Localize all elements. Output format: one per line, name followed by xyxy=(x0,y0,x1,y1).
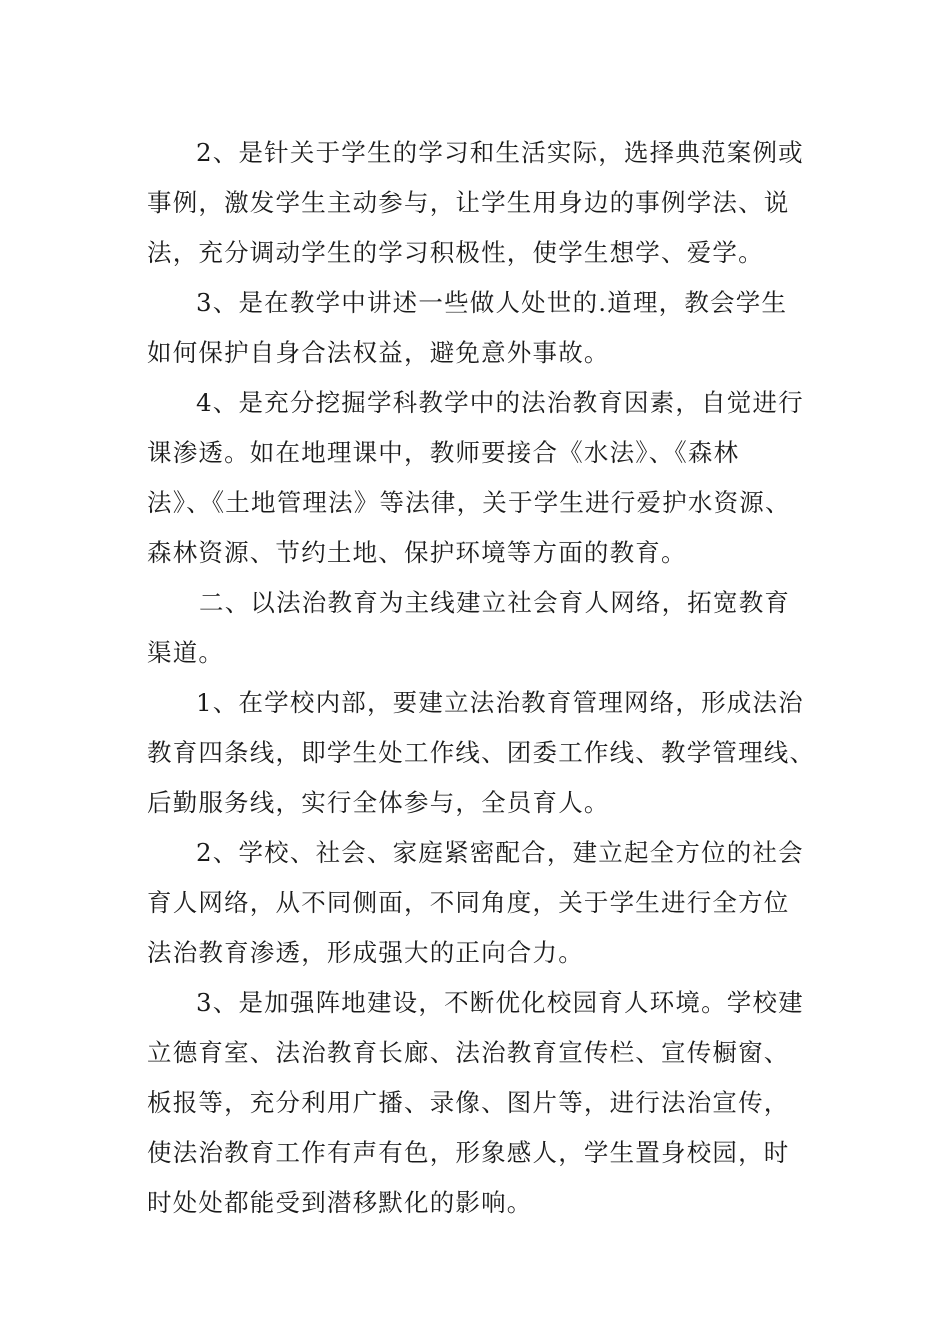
text-line: 课渗透。如在地理课中，教师要接合《水法》、《森林 xyxy=(147,438,740,467)
text-line: 时处处都能受到潜移默化的影响。 xyxy=(147,1188,533,1217)
text-line: 4、是充分挖掘学科教学中的法治教育因素，自觉进行 xyxy=(196,388,804,417)
text-line: 立德育室、法治教育长廊、法治教育宣传栏、宣传橱窗、 xyxy=(147,1038,790,1067)
heading-line: 二、以法治教育为主线建立社会育人网络，拓宽教育 xyxy=(199,588,791,617)
paragraph-item-3 xyxy=(147,278,802,378)
text-line: 板报等，充分利用广播、录像、图片等，进行法治宣传， xyxy=(147,1088,790,1117)
text-line: 1、在学校内部，要建立法治教育管理网络，形成法治 xyxy=(196,688,804,717)
text-line: 教育四条线，即学生处工作线、团委工作线、教学管理线、 xyxy=(147,738,816,767)
paragraph-item-2 xyxy=(147,128,802,278)
paragraph-item-4 xyxy=(147,378,802,578)
text-line: 如何保护自身合法权益，避免意外事故。 xyxy=(147,338,610,367)
document-body xyxy=(147,128,816,1228)
text-line: 法治教育渗透，形成强大的正向合力。 xyxy=(147,938,584,967)
paragraph-section-2-item-3 xyxy=(147,978,802,1228)
text-line: 森林资源、节约土地、保护环境等方面的教育。 xyxy=(147,538,687,567)
paragraph-section-2-item-1 xyxy=(147,678,816,828)
text-line: 事例，激发学生主动参与，让学生用身边的事例学法、说 xyxy=(147,188,790,217)
text-line: 后勤服务线，实行全体参与，全员育人。 xyxy=(147,788,610,817)
paragraph-section-2-item-2 xyxy=(147,828,802,978)
text-line: 3、是加强阵地建设，不断优化校园育人环境。学校建 xyxy=(196,988,804,1017)
text-line: 法》、《土地管理法》等法律，关于学生进行爱护水资源、 xyxy=(147,488,791,517)
text-line: 2、学校、社会、家庭紧密配合，建立起全方位的社会 xyxy=(196,838,804,867)
text-line: 2、是针关于学生的学习和生活实际，选择典范案例或 xyxy=(196,138,804,167)
text-line: 法，充分调动学生的学习积极性，使学生想学、爱学。 xyxy=(147,238,764,267)
section-heading-2 xyxy=(147,578,802,678)
text-line: 育人网络，从不同侧面，不同角度，关于学生进行全方位 xyxy=(147,888,790,917)
text-line: 使法治教育工作有声有色，形象感人，学生置身校园，时 xyxy=(147,1138,790,1167)
heading-line: 渠道。 xyxy=(147,638,225,667)
text-line: 3、是在教学中讲述一些做人处世的.道理，教会学生 xyxy=(196,288,788,317)
